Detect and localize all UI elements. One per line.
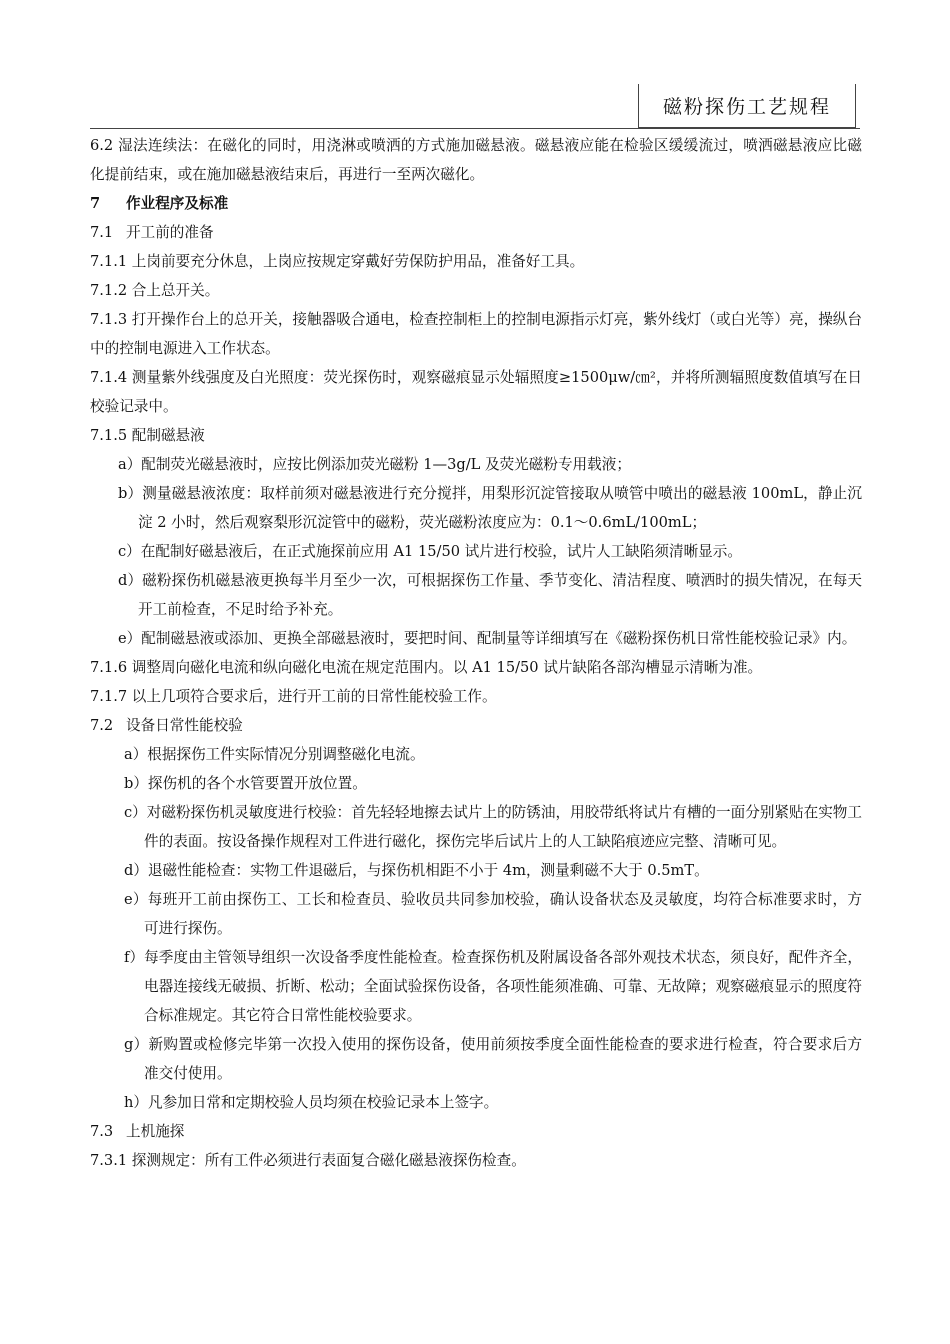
list-item-7-2-c: c）对磁粉探伤机灵敏度进行校验：首先轻轻地擦去试片上的防锈油，用胶带纸将试片有槽的一面分别紧贴在实物工件的表面。按设备操作规程对工件进行磁化，探伤完毕后试片上的人工缺陷痕迹应完整、清晰可见。 (124, 804, 862, 850)
section-7-number: 7 (90, 195, 101, 212)
section-7-3-title: 上机施探 (126, 1123, 185, 1140)
list-item-7-1-5-d: d）磁粉探伤机磁悬液更换每半月至少一次，可根据探伤工作量、季节变化、清洁程度、喷洒时的损失情况，在每天开工前检查，不足时给予补充。 (118, 572, 862, 618)
document-title: 磁粉探伤工艺规程 (638, 84, 856, 128)
section-7-2-number: 7.2 (90, 717, 114, 734)
section-7-1-number: 7.1 (90, 224, 114, 241)
paragraph-7-1-3: 7.1.3 打开操作台上的总开关，接触器吸合通电，检查控制柜上的控制电源指示灯亮，紫外线灯（或白光等）亮，操纵台中的控制电源进入工作状态。 (90, 311, 862, 357)
list-item-7-2-g: g）新购置或检修完毕第一次投入使用的探伤设备，使用前须按季度全面性能检查的要求进行检查，符合要求后方准交付使用。 (124, 1036, 862, 1082)
section-7-2-title: 设备日常性能校验 (126, 717, 243, 734)
section-7-heading (90, 189, 862, 218)
section-7-1-heading (90, 218, 862, 247)
list-item-7-2-f: f）每季度由主管领导组织一次设备季度性能检查。检查探伤机及附属设备各部外观技术状态，须良好，配件齐全，电器连接线无破损、折断、松动；全面试验探伤设备，各项性能须准确、可靠、无故障；观察磁痕显示的照度符合标准规定。其它符合日常性能校验要求。 (124, 949, 862, 1024)
list-item-7-1-5-a: a）配制荧光磁悬液时，应按比例添加荧光磁粉 1—3g/L 及荧光磁粉专用载液； (118, 456, 631, 473)
list-item-7-2-e: e）每班开工前由探伤工、工长和检查员、验收员共同参加校验，确认设备状态及灵敏度，均符合标准要求时，方可进行探伤。 (124, 891, 862, 937)
paragraph-7-1-1: 7.1.1 上岗前要充分休息，上岗应按规定穿戴好劳保防护用品，准备好工具。 (90, 253, 585, 270)
header-divider (90, 128, 860, 129)
paragraph-7-1-6: 7.1.6 调整周向磁化电流和纵向磁化电流在规定范围内。以 A1 15/50 试片缺陷各部沟槽显示清晰为准。 (90, 659, 763, 676)
list-item-7-1-5-e: e）配制磁悬液或添加、更换全部磁悬液时，要把时间、配制量等详细填写在《磁粉探伤机日常性能校验记录》内。 (118, 630, 857, 647)
paragraph-7-1-7: 7.1.7 以上几项符合要求后，进行开工前的日常性能校验工作。 (90, 688, 497, 705)
list-item-7-2-b: b）探伤机的各个水管要置开放位置。 (124, 775, 367, 792)
list-item-7-1-5-b: b）测量磁悬液浓度：取样前须对磁悬液进行充分搅拌，用梨形沉淀管接取从喷管中喷出的磁悬液 100mL，静止沉淀 2 小时，然后观察梨形沉淀管中的磁粉，荧光磁粉浓度应为：0.1～0.6mL/100mL； (118, 485, 862, 531)
section-7-3-number: 7.3 (90, 1123, 114, 1140)
list-item-7-2-d: d）退磁性能检查：实物工件退磁后，与探伤机相距不小于 4m，测量剩磁不大于 0.5mT。 (124, 862, 709, 879)
paragraph-7-1-5: 7.1.5 配制磁悬液 (90, 427, 205, 444)
paragraph-7-3-1: 7.3.1 探测规定：所有工件必须进行表面复合磁化磁悬液探伤检查。 (90, 1152, 526, 1169)
document-body (90, 131, 862, 1175)
section-7-2-heading (90, 711, 862, 740)
paragraph-7-1-4: 7.1.4 测量紫外线强度及白光照度：荧光探伤时，观察磁痕显示处辐照度≥1500μw/㎝²，并将所测辐照度数值填写在日校验记录中。 (90, 369, 862, 415)
section-7-1-title: 开工前的准备 (126, 224, 214, 241)
list-item-7-2-h: h）凡参加日常和定期校验人员均须在校验记录本上签字。 (124, 1094, 499, 1111)
paragraph-7-1-2: 7.1.2 合上总开关。 (90, 282, 220, 299)
paragraph-6-2: 6.2 湿法连续法：在磁化的同时，用浇淋或喷洒的方式施加磁悬液。磁悬液应能在检验区缓缓流过，喷洒磁悬液应比磁化提前结束，或在施加磁悬液结束后，再进行一至两次磁化。 (90, 137, 862, 183)
section-7-title: 作业程序及标准 (126, 195, 229, 212)
list-item-7-1-5-c: c）在配制好磁悬液后，在正式施探前应用 A1 15/50 试片进行校验，试片人工缺陷须清晰显示。 (118, 543, 742, 560)
list-item-7-2-a: a）根据探伤工件实际情况分别调整磁化电流。 (124, 746, 425, 763)
section-7-3-heading (90, 1117, 862, 1146)
